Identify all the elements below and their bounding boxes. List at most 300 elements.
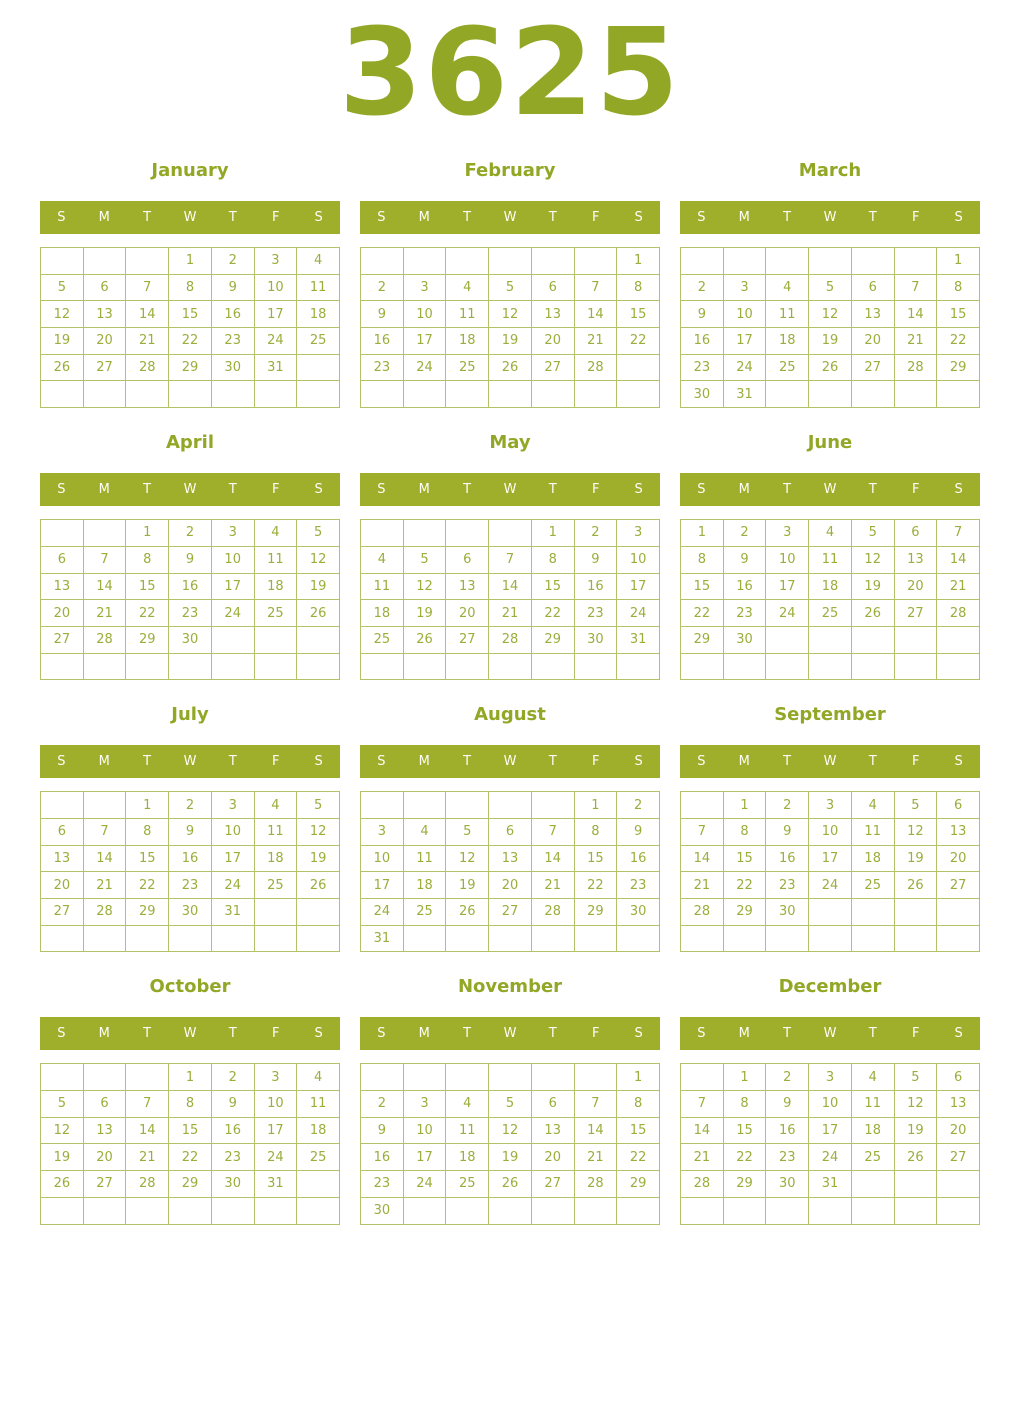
day-cell: 25 xyxy=(361,627,404,654)
day-cell: 2 xyxy=(212,1064,255,1091)
weekday-label: T xyxy=(143,482,152,498)
weekday-header-row xyxy=(360,201,660,234)
day-cell: 29 xyxy=(169,1171,212,1198)
days-grid xyxy=(360,247,660,408)
day-cell: 17 xyxy=(809,846,852,873)
empty-day-cell xyxy=(532,248,575,275)
day-cell: 15 xyxy=(126,846,169,873)
empty-day-cell xyxy=(255,381,298,408)
weekday-label: S xyxy=(57,754,66,770)
day-cell: 5 xyxy=(297,792,340,819)
day-cell: 28 xyxy=(575,1171,618,1198)
empty-day-cell xyxy=(852,1171,895,1198)
day-cell: 11 xyxy=(255,547,298,574)
day-cell: 4 xyxy=(852,1064,895,1091)
day-cell: 5 xyxy=(489,275,532,302)
day-cell: 9 xyxy=(724,547,767,574)
day-cell: 15 xyxy=(575,846,618,873)
weekday-label: M xyxy=(738,482,750,498)
day-cell: 30 xyxy=(766,899,809,926)
weekday-label: T xyxy=(868,482,877,498)
day-cell: 7 xyxy=(575,1091,618,1118)
day-cell: 1 xyxy=(617,248,660,275)
day-cell: 2 xyxy=(169,792,212,819)
empty-day-cell xyxy=(404,792,447,819)
day-cell: 4 xyxy=(361,547,404,574)
day-cell: 11 xyxy=(446,1118,489,1145)
empty-day-cell xyxy=(532,654,575,681)
empty-day-cell xyxy=(895,899,938,926)
day-cell: 14 xyxy=(895,301,938,328)
empty-day-cell xyxy=(852,654,895,681)
day-cell: 3 xyxy=(404,1091,447,1118)
empty-day-cell xyxy=(404,248,447,275)
days-grid xyxy=(40,247,340,408)
month-title: May xyxy=(489,432,531,454)
empty-day-cell xyxy=(297,355,340,382)
weekday-label: T xyxy=(548,210,557,225)
day-cell: 7 xyxy=(126,1091,169,1118)
empty-day-cell xyxy=(446,520,489,547)
day-cell: 21 xyxy=(575,328,618,355)
day-cell: 27 xyxy=(446,627,489,654)
weekday-label: S xyxy=(377,482,386,498)
empty-day-cell xyxy=(575,248,618,275)
empty-day-cell xyxy=(41,1198,84,1225)
year-title: 3625 xyxy=(339,4,681,143)
empty-day-cell xyxy=(361,248,404,275)
weekday-label: T xyxy=(463,482,472,498)
day-cell: 18 xyxy=(255,846,298,873)
empty-day-cell xyxy=(766,654,809,681)
weekday-label: S xyxy=(634,482,643,498)
day-cell: 17 xyxy=(212,574,255,601)
day-cell: 26 xyxy=(297,600,340,627)
weekday-label: S xyxy=(954,482,963,498)
empty-day-cell xyxy=(446,248,489,275)
day-cell: 26 xyxy=(41,1171,84,1198)
day-cell: 30 xyxy=(724,627,767,654)
weekday-label: M xyxy=(418,1026,430,1042)
empty-day-cell xyxy=(575,381,618,408)
day-cell: 7 xyxy=(937,520,980,547)
empty-day-cell xyxy=(297,899,340,926)
day-cell: 21 xyxy=(84,600,127,627)
day-cell: 1 xyxy=(126,520,169,547)
day-cell: 28 xyxy=(532,899,575,926)
empty-day-cell xyxy=(84,1064,127,1091)
day-cell: 14 xyxy=(532,846,575,873)
day-cell: 31 xyxy=(255,1171,298,1198)
day-cell: 11 xyxy=(297,275,340,302)
day-cell: 18 xyxy=(361,600,404,627)
empty-day-cell xyxy=(169,1198,212,1225)
weekday-header-row xyxy=(680,1017,980,1050)
empty-day-cell xyxy=(852,248,895,275)
weekday-label: M xyxy=(98,754,110,770)
day-cell: 29 xyxy=(724,1171,767,1198)
weekday-label: M xyxy=(98,1026,110,1042)
day-cell: 4 xyxy=(809,520,852,547)
day-cell: 18 xyxy=(446,1144,489,1171)
weekday-header-row xyxy=(40,473,340,506)
weekday-label: S xyxy=(697,754,706,770)
day-cell: 29 xyxy=(681,627,724,654)
month-title: July xyxy=(171,704,209,726)
day-cell: 4 xyxy=(404,819,447,846)
day-cell: 22 xyxy=(532,600,575,627)
day-cell: 9 xyxy=(681,301,724,328)
day-cell: 23 xyxy=(766,872,809,899)
empty-day-cell xyxy=(809,899,852,926)
empty-day-cell xyxy=(255,654,298,681)
day-cell: 19 xyxy=(489,1144,532,1171)
weekday-header-row xyxy=(680,201,980,234)
day-cell: 19 xyxy=(297,574,340,601)
day-cell: 8 xyxy=(617,275,660,302)
day-cell: 23 xyxy=(169,872,212,899)
day-cell: 28 xyxy=(126,355,169,382)
day-cell: 15 xyxy=(724,846,767,873)
day-cell: 16 xyxy=(212,1118,255,1145)
empty-day-cell xyxy=(84,520,127,547)
day-cell: 9 xyxy=(169,547,212,574)
empty-day-cell xyxy=(766,248,809,275)
weekday-label: S xyxy=(634,210,643,225)
day-cell: 28 xyxy=(489,627,532,654)
weekday-label: S xyxy=(697,210,706,225)
weekday-label: W xyxy=(823,1026,837,1042)
empty-day-cell xyxy=(809,926,852,953)
day-cell: 13 xyxy=(937,819,980,846)
days-grid xyxy=(40,791,340,952)
day-cell: 4 xyxy=(852,792,895,819)
day-cell: 5 xyxy=(809,275,852,302)
empty-day-cell xyxy=(404,381,447,408)
day-cell: 8 xyxy=(532,547,575,574)
day-cell: 26 xyxy=(895,872,938,899)
day-cell: 1 xyxy=(617,1064,660,1091)
day-cell: 3 xyxy=(617,520,660,547)
day-cell: 16 xyxy=(681,328,724,355)
weekday-label: T xyxy=(143,1026,152,1042)
empty-day-cell xyxy=(809,654,852,681)
weekday-label: T xyxy=(868,754,877,770)
day-cell: 15 xyxy=(169,301,212,328)
day-cell: 10 xyxy=(361,846,404,873)
day-cell: 2 xyxy=(575,520,618,547)
day-cell: 22 xyxy=(617,1144,660,1171)
day-cell: 7 xyxy=(489,547,532,574)
empty-day-cell xyxy=(937,1171,980,1198)
day-cell: 22 xyxy=(681,600,724,627)
day-cell: 20 xyxy=(84,328,127,355)
weekday-label: S xyxy=(634,754,643,770)
day-cell: 18 xyxy=(852,1118,895,1145)
day-cell: 29 xyxy=(126,899,169,926)
day-cell: 17 xyxy=(212,846,255,873)
day-cell: 24 xyxy=(404,355,447,382)
weekday-label: F xyxy=(911,1026,920,1042)
day-cell: 26 xyxy=(297,872,340,899)
weekday-label: T xyxy=(228,210,237,225)
day-cell: 24 xyxy=(255,328,298,355)
day-cell: 6 xyxy=(532,1091,575,1118)
empty-day-cell xyxy=(361,654,404,681)
day-cell: 25 xyxy=(852,1144,895,1171)
empty-day-cell xyxy=(41,520,84,547)
weekday-label: F xyxy=(271,1026,280,1042)
empty-day-cell xyxy=(532,1064,575,1091)
day-cell: 11 xyxy=(255,819,298,846)
day-cell: 13 xyxy=(41,846,84,873)
empty-day-cell xyxy=(895,248,938,275)
day-cell: 18 xyxy=(766,328,809,355)
empty-day-cell xyxy=(446,654,489,681)
weekday-label: T xyxy=(783,754,792,770)
day-cell: 24 xyxy=(617,600,660,627)
day-cell: 27 xyxy=(84,355,127,382)
day-cell: 13 xyxy=(446,574,489,601)
empty-day-cell xyxy=(126,381,169,408)
day-cell: 26 xyxy=(852,600,895,627)
empty-day-cell xyxy=(895,627,938,654)
empty-day-cell xyxy=(937,627,980,654)
weekday-label: M xyxy=(98,210,110,225)
empty-day-cell xyxy=(84,926,127,953)
day-cell: 17 xyxy=(766,574,809,601)
weekday-label: T xyxy=(783,1026,792,1042)
day-cell: 15 xyxy=(532,574,575,601)
day-cell: 30 xyxy=(212,1171,255,1198)
day-cell: 31 xyxy=(724,381,767,408)
empty-day-cell xyxy=(681,1064,724,1091)
day-cell: 20 xyxy=(41,872,84,899)
day-cell: 12 xyxy=(895,1091,938,1118)
day-cell: 23 xyxy=(361,1171,404,1198)
empty-day-cell xyxy=(446,1064,489,1091)
empty-day-cell xyxy=(361,520,404,547)
month-calendar xyxy=(40,432,340,680)
day-cell: 31 xyxy=(255,355,298,382)
day-cell: 1 xyxy=(724,792,767,819)
day-cell: 5 xyxy=(446,819,489,846)
day-cell: 18 xyxy=(297,1118,340,1145)
empty-day-cell xyxy=(724,1198,767,1225)
day-cell: 21 xyxy=(126,328,169,355)
month-title: April xyxy=(165,432,215,454)
day-cell: 28 xyxy=(84,899,127,926)
day-cell: 10 xyxy=(724,301,767,328)
weekday-label: F xyxy=(271,754,280,770)
weekday-label: W xyxy=(503,210,517,225)
day-cell: 21 xyxy=(84,872,127,899)
day-cell: 18 xyxy=(255,574,298,601)
day-cell: 24 xyxy=(766,600,809,627)
day-cell: 6 xyxy=(532,275,575,302)
day-cell: 5 xyxy=(41,275,84,302)
empty-day-cell xyxy=(617,355,660,382)
day-cell: 22 xyxy=(126,600,169,627)
day-cell: 27 xyxy=(895,600,938,627)
weekday-label: S xyxy=(954,210,963,225)
weekday-label: S xyxy=(954,754,963,770)
months-grid xyxy=(0,160,1020,1225)
day-cell: 25 xyxy=(766,355,809,382)
day-cell: 30 xyxy=(575,627,618,654)
empty-day-cell xyxy=(489,654,532,681)
day-cell: 9 xyxy=(361,1118,404,1145)
day-cell: 30 xyxy=(681,381,724,408)
empty-day-cell xyxy=(766,1198,809,1225)
weekday-label: S xyxy=(314,482,323,498)
day-cell: 24 xyxy=(809,872,852,899)
day-cell: 14 xyxy=(575,1118,618,1145)
day-cell: 6 xyxy=(489,819,532,846)
day-cell: 20 xyxy=(489,872,532,899)
day-cell: 3 xyxy=(255,1064,298,1091)
day-cell: 15 xyxy=(617,1118,660,1145)
empty-day-cell xyxy=(489,926,532,953)
day-cell: 5 xyxy=(297,520,340,547)
weekday-label: F xyxy=(911,210,920,225)
weekday-label: T xyxy=(143,754,152,770)
day-cell: 31 xyxy=(617,627,660,654)
day-cell: 11 xyxy=(766,301,809,328)
day-cell: 11 xyxy=(446,301,489,328)
weekday-label: W xyxy=(503,482,517,498)
weekday-label: W xyxy=(503,1026,517,1042)
empty-day-cell xyxy=(212,381,255,408)
day-cell: 16 xyxy=(766,1118,809,1145)
day-cell: 8 xyxy=(724,819,767,846)
empty-day-cell xyxy=(169,381,212,408)
weekday-label: S xyxy=(697,1026,706,1042)
day-cell: 8 xyxy=(724,1091,767,1118)
day-cell: 22 xyxy=(575,872,618,899)
empty-day-cell xyxy=(852,899,895,926)
day-cell: 30 xyxy=(169,899,212,926)
day-cell: 20 xyxy=(852,328,895,355)
day-cell: 29 xyxy=(532,627,575,654)
weekday-label: W xyxy=(503,754,517,770)
day-cell: 9 xyxy=(169,819,212,846)
empty-day-cell xyxy=(255,899,298,926)
empty-day-cell xyxy=(84,1198,127,1225)
day-cell: 13 xyxy=(532,301,575,328)
day-cell: 16 xyxy=(361,1144,404,1171)
empty-day-cell xyxy=(937,926,980,953)
day-cell: 26 xyxy=(404,627,447,654)
weekday-label: T xyxy=(548,482,557,498)
empty-day-cell xyxy=(84,248,127,275)
empty-day-cell xyxy=(852,627,895,654)
empty-day-cell xyxy=(766,627,809,654)
day-cell: 30 xyxy=(617,899,660,926)
day-cell: 28 xyxy=(895,355,938,382)
day-cell: 16 xyxy=(212,301,255,328)
weekday-label: T xyxy=(463,210,472,225)
day-cell: 20 xyxy=(895,574,938,601)
empty-day-cell xyxy=(852,926,895,953)
weekday-label: S xyxy=(57,1026,66,1042)
empty-day-cell xyxy=(212,1198,255,1225)
empty-day-cell xyxy=(724,654,767,681)
weekday-label: F xyxy=(911,754,920,770)
day-cell: 21 xyxy=(126,1144,169,1171)
weekday-label: S xyxy=(377,1026,386,1042)
day-cell: 10 xyxy=(255,275,298,302)
day-cell: 16 xyxy=(169,846,212,873)
day-cell: 10 xyxy=(212,547,255,574)
day-cell: 11 xyxy=(852,819,895,846)
empty-day-cell xyxy=(41,248,84,275)
empty-day-cell xyxy=(84,381,127,408)
empty-day-cell xyxy=(681,926,724,953)
day-cell: 21 xyxy=(895,328,938,355)
day-cell: 19 xyxy=(489,328,532,355)
empty-day-cell xyxy=(126,1198,169,1225)
day-cell: 31 xyxy=(809,1171,852,1198)
day-cell: 8 xyxy=(681,547,724,574)
day-cell: 9 xyxy=(766,1091,809,1118)
day-cell: 13 xyxy=(852,301,895,328)
days-grid xyxy=(360,791,660,952)
day-cell: 2 xyxy=(681,275,724,302)
day-cell: 17 xyxy=(809,1118,852,1145)
day-cell: 22 xyxy=(724,1144,767,1171)
empty-day-cell xyxy=(404,1198,447,1225)
day-cell: 10 xyxy=(404,301,447,328)
weekday-header-row xyxy=(360,745,660,778)
empty-day-cell xyxy=(937,899,980,926)
month-title: March xyxy=(798,160,862,181)
day-cell: 22 xyxy=(169,328,212,355)
day-cell: 24 xyxy=(724,355,767,382)
day-cell: 7 xyxy=(84,819,127,846)
day-cell: 20 xyxy=(446,600,489,627)
day-cell: 21 xyxy=(937,574,980,601)
day-cell: 6 xyxy=(937,1064,980,1091)
day-cell: 4 xyxy=(446,1091,489,1118)
empty-day-cell xyxy=(937,654,980,681)
days-grid xyxy=(680,247,980,408)
empty-day-cell xyxy=(297,381,340,408)
day-cell: 5 xyxy=(895,1064,938,1091)
day-cell: 3 xyxy=(404,275,447,302)
empty-day-cell xyxy=(446,926,489,953)
day-cell: 6 xyxy=(41,547,84,574)
weekday-label: F xyxy=(591,482,600,498)
day-cell: 20 xyxy=(41,600,84,627)
weekday-label: T xyxy=(143,210,152,225)
weekday-label: W xyxy=(183,210,197,225)
day-cell: 28 xyxy=(575,355,618,382)
day-cell: 27 xyxy=(84,1171,127,1198)
days-grid xyxy=(40,1063,340,1224)
day-cell: 12 xyxy=(809,301,852,328)
empty-day-cell xyxy=(489,520,532,547)
day-cell: 30 xyxy=(212,355,255,382)
empty-day-cell xyxy=(255,1198,298,1225)
month-title: September xyxy=(774,704,886,726)
empty-day-cell xyxy=(617,1198,660,1225)
empty-day-cell xyxy=(489,792,532,819)
day-cell: 2 xyxy=(169,520,212,547)
month-title: January xyxy=(151,160,229,181)
day-cell: 10 xyxy=(809,1091,852,1118)
day-cell: 22 xyxy=(724,872,767,899)
